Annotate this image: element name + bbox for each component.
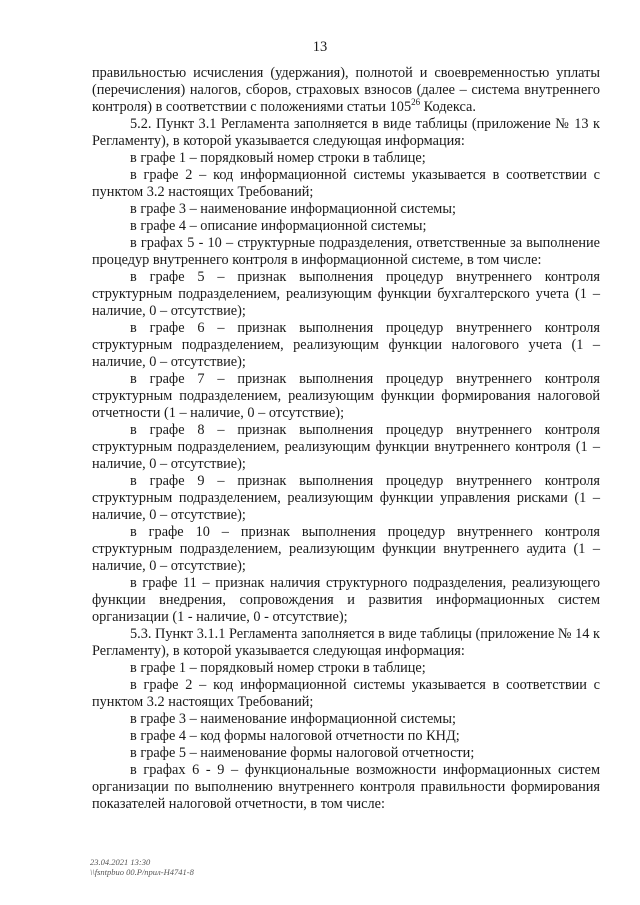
paragraph-text: в графе 1 – порядковый номер строки в таблице;: [130, 150, 426, 166]
paragraph: [92, 677, 600, 711]
paragraph-text: в графе 2 – код информационной системы указывается в соответствии с пунктом 3.2 настоящих Требований;: [92, 677, 600, 710]
paragraph-text: 5.3. Пункт 3.1.1 Регламента заполняется в виде таблицы (приложение № 14 к Регламенту), в которой указывается следующая информация:: [92, 626, 600, 659]
paragraph-text: в графе 11 – признак наличия структурного подразделения, реализующего функции внедрения, сопровождения и развития информационных систем организации (1 - наличие, 0 - отсутствие);: [92, 575, 600, 625]
paragraph: [92, 218, 600, 235]
paragraph: [92, 150, 600, 167]
document-footer: [90, 858, 194, 877]
footer-path: \\fsntpbuo 00.Р/прил-Н4741-8: [90, 866, 194, 877]
paragraph-text: в графе 1 – порядковый номер строки в таблице;: [130, 660, 426, 676]
paragraph-text: в графе 8 – признак выполнения процедур внутреннего контроля структурным подразделением, реализующим функции внутреннего контроля (1 – наличие, 0 – отсутствие);: [92, 422, 600, 472]
paragraph-text: в графе 3 – наименование информационной системы;: [130, 711, 456, 727]
paragraph: [92, 65, 600, 116]
paragraph: [92, 660, 600, 677]
paragraph: [92, 116, 600, 150]
paragraph: [92, 235, 600, 269]
paragraph-text-tail: Кодекса.: [420, 99, 476, 115]
paragraph: [92, 269, 600, 320]
superscript: 26: [411, 97, 421, 108]
paragraph-text: в графе 4 – описание информационной системы;: [130, 218, 427, 234]
paragraph: [92, 626, 600, 660]
paragraph-text: в графе 10 – признак выполнения процедур внутреннего контроля структурным подразделением, реализующим функции внутреннего аудита (1 – наличие, 0 – отсутствие);: [92, 524, 600, 574]
paragraph: [92, 422, 600, 473]
paragraph-text: в графе 2 – код информационной системы указывается в соответствии с пунктом 3.2 настоящих Требований;: [92, 167, 600, 200]
paragraph-text: в графе 3 – наименование информационной системы;: [130, 201, 456, 217]
paragraph-text: 5.2. Пункт 3.1 Регламента заполняется в виде таблицы (приложение № 13 к Регламенту), в которой указывается следующая информация:: [92, 116, 600, 149]
paragraph-text: в графе 9 – признак выполнения процедур внутреннего контроля структурным подразделением, реализующим функции управления рисками (1 – наличие, 0 – отсутствие);: [92, 473, 600, 523]
document-body: [92, 65, 600, 813]
paragraph: [92, 371, 600, 422]
paragraph: [92, 320, 600, 371]
paragraph-text: в графе 5 – наименование формы налоговой отчетности;: [130, 745, 475, 761]
paragraph-text: в графе 6 – признак выполнения процедур внутреннего контроля структурным подразделением, реализующим функции налогового учета (1 – наличие, 0 – отсутствие);: [92, 320, 600, 370]
paragraph-text: правильностью исчисления (удержания), полнотой и своевременностью уплаты (перечисления) налогов, сборов, страховых взносов (далее – система внутреннего контроля) в соответствии с положениями статьи 105: [92, 65, 600, 115]
paragraph: [92, 711, 600, 728]
paragraph: [92, 728, 600, 745]
paragraph-text: в графе 5 – признак выполнения процедур внутреннего контроля структурным подразделением, реализующим функции бухгалтерского учета (1 – наличие, 0 – отсутствие);: [92, 269, 600, 319]
paragraph: [92, 745, 600, 762]
paragraph: [92, 473, 600, 524]
paragraph: [92, 762, 600, 813]
paragraph: [92, 201, 600, 218]
paragraph: [92, 167, 600, 201]
paragraph-text: в графах 6 - 9 – функциональные возможности информационных систем организации по выполнению внутреннего контроля правильности формирования показателей налоговой отчетности, в том числе:: [92, 762, 600, 812]
paragraph: [92, 524, 600, 575]
paragraph-text: в графе 4 – код формы налоговой отчетности по КНД;: [130, 728, 460, 744]
paragraph-text: в графе 7 – признак выполнения процедур внутреннего контроля структурным подразделением, реализующим функции формирования налоговой отчетности (1 – наличие, 0 – отсутствие);: [92, 371, 600, 421]
paragraph-text: в графах 5 - 10 – структурные подразделения, ответственные за выполнение процедур внутреннего контроля в информационной системе, в том числе:: [92, 235, 600, 268]
paragraph: [92, 575, 600, 626]
page-number: 13: [312, 39, 328, 55]
footer-date: 23.04.2021 13:30: [90, 857, 151, 867]
